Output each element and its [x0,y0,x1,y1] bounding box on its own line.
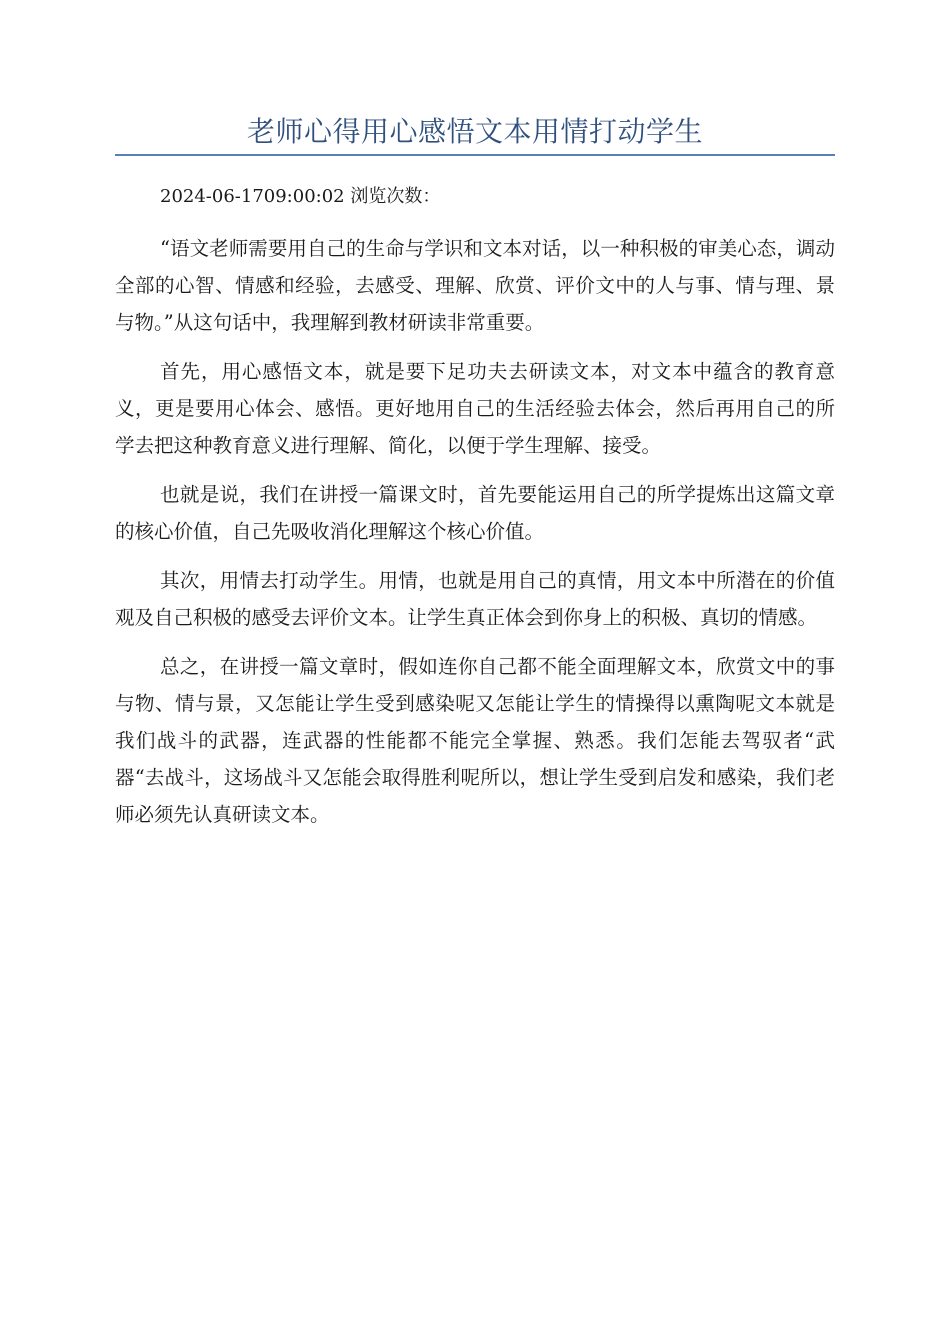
publish-meta: 2024-06-1709:00:02 浏览次数： [160,186,441,207]
page-title: 老师心得用心感悟文本用情打动学生 [246,115,703,148]
paragraph: 总之，在讲授一篇文章时，假如连你自己都不能全面理解文本，欣赏文中的事与物、情与景，又怎能让学生受到感染呢又怎能让学生的情操得以熏陶呢文本就是我们战斗的武器，连武器的性能都不能完全掌握、熟悉。我们怎能去驾驭者“武器“去战斗，这场战斗又怎能会取得胜利呢所以，想让学生受到启发和感染，我们老师必须先认真研读文本。 [115,655,835,826]
title-underline [115,154,835,156]
document-page [115,110,835,845]
paragraph: 其次，用情去打动学生。用情，也就是用自己的真情，用文本中所潜在的价值观及自己积极的感受去评价文本。让学生真正体会到你身上的积极、真切的情感。 [115,569,835,629]
paragraph: “语文老师需要用自己的生命与学识和文本对话，以一种积极的审美心态，调动全部的心智、情感和经验，去感受、理解、欣赏、评价文中的人与事、情与理、景与物。”从这句话中，我理解到教材研读非常重要。 [115,237,835,334]
paragraph: 首先，用心感悟文本，就是要下足功夫去研读文本，对文本中蕴含的教育意义，更是要用心体会、感悟。更好地用自己的生活经验去体会，然后再用自己的所学去把这种教育意义进行理解、简化，以便于学生理解、接受。 [115,360,835,457]
paragraph: 也就是说，我们在讲授一篇课文时，首先要能运用自己的所学提炼出这篇文章的核心价值，自己先吸收消化理解这个核心价值。 [115,483,835,543]
